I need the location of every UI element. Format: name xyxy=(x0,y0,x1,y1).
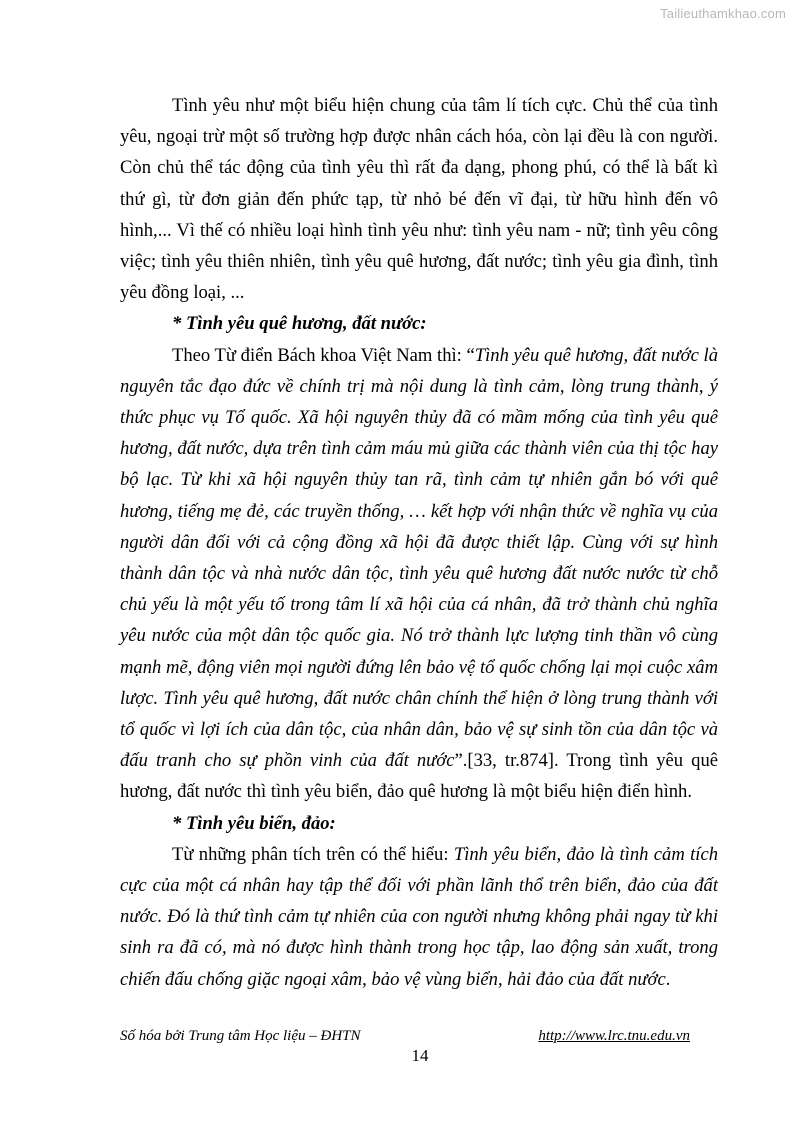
section-heading-sea-islands: * Tình yêu biển, đảo: xyxy=(172,812,336,834)
page-body xyxy=(120,90,718,995)
footer-link[interactable]: http://www.lrc.tnu.edu.vn xyxy=(538,1028,690,1044)
homeland-quote: Tình yêu quê hương, đất nước là nguyên tắc đạo đức về chính trị mà nội dung là tình cảm, lòng trung thành, ý thức phục vụ Tổ quốc. Xã hội nguyên thủy đã có mầm mống của tình yêu quê hương, đất nước, dựa trên tình cảm máu mủ giữa các thành viên của thị tộc hay bộ lạc. Từ khi xã hội nguyên thủy tan rã, tình cảm tự nhiên gắn bó với quê hương, tiếng mẹ đẻ, các truyền thống, … kết hợp với nhận thức về nghĩa vụ của người dân đối với cả cộng đồng xã hội đã được thiết lập. Cùng với sự hình thành dân tộc và nhà nước dân tộc, tình yêu quê hương đất nước nước từ chỗ chủ yếu là một yếu tố trong tâm lí xã hội của cá nhân, đã trở thành chủ nghĩa yêu nước của một dân tộc quốc gia. Nó trở thành lực lượng tinh thần vô cùng mạnh mẽ, động viên mọi người đứng lên bảo vệ tổ quốc chống lại mọi cuộc xâm lược. Tình yêu quê hương, đất nước chân chính thể hiện ở lòng trung thành với tổ quốc vì lợi ích của dân tộc, của nhân dân, bảo vệ sự sinh tồn của dân tộc và đấu tranh cho sự phồn vinh của đất nước xyxy=(120,344,718,772)
section-heading-homeland: * Tình yêu quê hương, đất nước: xyxy=(172,313,427,335)
paragraph-homeland xyxy=(120,340,718,808)
page-number: 14 xyxy=(411,1046,429,1065)
watermark: Tailieuthamkhao.com xyxy=(660,6,786,21)
homeland-intro-text: Theo Từ điển Bách khoa Việt Nam thì: “ xyxy=(172,344,475,366)
paragraph-intro: Tình yêu như một biểu hiện chung của tâm lí tích cực. Chủ thể của tình yêu, ngoại trừ một số trường hợp được nhân cách hóa, còn lại đều là con người. Còn chủ thể tác động của tình yêu thì rất đa dạng, phong phú, có thể là bất kì thứ gì, từ đơn giản đến phức tạp, từ nhỏ bé đến vĩ đại, từ hữu hình đến vô hình,... Vì thế có nhiều loại hình tình yêu như: tình yêu nam - nữ; tình yêu công việc; tình yêu thiên nhiên, tình yêu quê hương, đất nước; tình yêu gia đình, tình yêu đồng loại, ... xyxy=(120,95,718,304)
homeland-outro-text: ”.[33, tr.874]. Trong tình yêu quê hương, đất nước thì tình yêu biển, đảo quê hương là một biểu hiện điển hình. xyxy=(120,750,719,803)
sea-islands-definition: Tình yêu biển, đảo là tình cảm tích cực của một cá nhân hay tập thể đối với phần lãnh thổ trên biển, đảo của đất nước. Đó là thứ tình cảm tự nhiên của con người nhưng không phải ngay từ khi sinh ra đã có, mà nó được hình thành trong học tập, lao động sản xuất, trong chiến đấu chống giặc ngoại xâm, bảo vệ vùng biển, hải đảo của đất nước xyxy=(120,843,718,990)
sea-islands-end: . xyxy=(665,968,671,990)
footer-digitized-by: Số hóa bởi Trung tâm Học liệu – ĐHTN xyxy=(120,1028,361,1044)
sea-islands-intro-text: Từ những phân tích trên có thể hiểu: xyxy=(172,843,454,865)
paragraph-sea-islands xyxy=(120,839,718,995)
